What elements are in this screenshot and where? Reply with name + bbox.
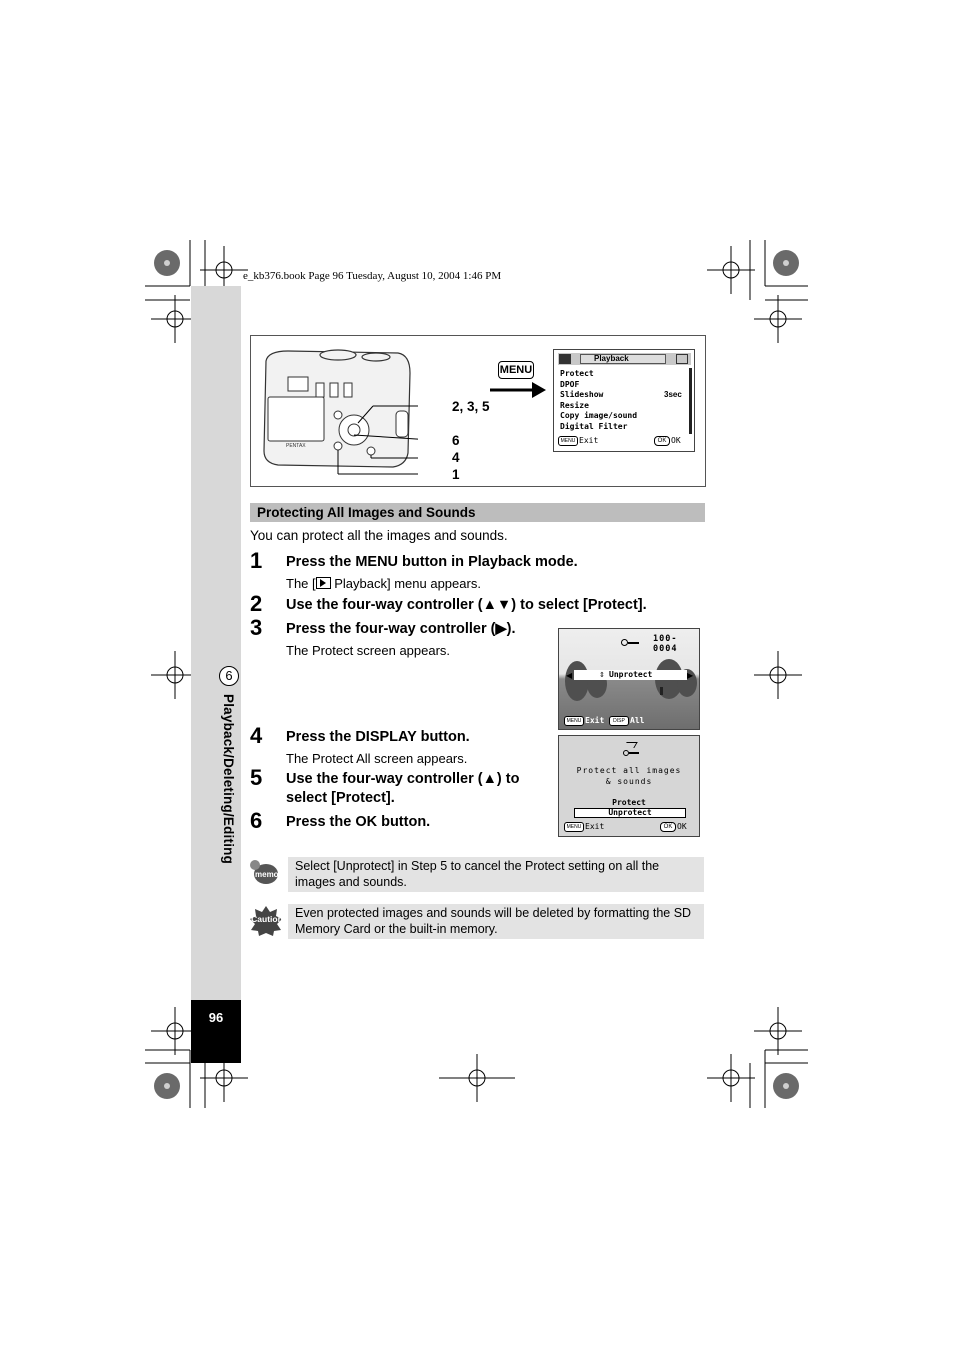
step-1-text: Press the MENU button in Playback mode. — [286, 554, 578, 570]
step-6-text: Press the OK button. — [286, 814, 431, 830]
callout-6: 6 — [452, 433, 460, 448]
menu-key-icon: MENU — [564, 822, 584, 832]
exit-label: Exit — [579, 436, 599, 445]
ok-key-icon: OK — [660, 822, 676, 832]
step-4-text: Press the DISPLAY button. — [286, 729, 470, 745]
step-5-text-line1: Use the four-way controller (▲) to — [286, 771, 520, 787]
caution-icon-label: Caution — [251, 914, 283, 924]
playback-tab: Playback — [594, 354, 629, 363]
menu-item-slideshow[interactable]: Slideshow — [560, 390, 604, 399]
step-5-text-line2: select [Protect]. — [286, 790, 395, 806]
intro-text: You can protect all the images and sounds. — [250, 528, 508, 543]
caution-note — [288, 904, 704, 939]
playback-menu-screen — [553, 349, 695, 452]
protect-screen — [558, 628, 700, 730]
callout-4: 4 — [452, 450, 460, 465]
page-number: 96 — [208, 1010, 224, 1025]
scrollbar — [689, 368, 692, 434]
slideshow-value: 3sec — [664, 390, 682, 399]
unprotect-option[interactable]: Unprotect — [574, 808, 686, 818]
menu-item-copy[interactable]: Copy image/sound — [560, 411, 638, 420]
file-number: 100-0004 — [653, 634, 678, 654]
step-3-text: Press the four-way controller (▶). — [286, 621, 516, 637]
step-5-number: 5 — [250, 765, 263, 790]
protect-option[interactable]: Protect — [612, 798, 646, 807]
ok-key-icon: OK — [654, 436, 670, 446]
menu-button-label: MENU — [498, 361, 534, 379]
callout-2-3-5: 2, 3, 5 — [452, 399, 490, 414]
protect-all-icon — [623, 742, 639, 756]
step-1-sub: The [ Playback] menu appears. — [286, 576, 481, 591]
memo-text-line1: Select [Unprotect] in Step 5 to cancel the Protect setting on all the — [295, 859, 660, 873]
right-arrow-icon[interactable]: ▶ — [687, 671, 694, 680]
all-label: All — [630, 716, 645, 725]
step-3-number: 3 — [250, 615, 263, 640]
step-2-text: Use the four-way controller (▲▼) to select [Protect]. — [286, 597, 647, 613]
memo-note — [288, 857, 704, 892]
caution-text-line1: Even protected images and sounds will be deleted by formatting the SD — [295, 906, 692, 920]
menu-key-icon: MENU — [564, 716, 584, 726]
callout-1: 1 — [452, 467, 460, 482]
step-4-sub: The Protect All screen appears. — [286, 751, 468, 766]
protect-all-line2: & sounds — [605, 777, 653, 786]
left-arrow-icon[interactable]: ◀ — [566, 671, 573, 680]
menu-item-resize[interactable]: Resize — [560, 400, 589, 410]
setup-tab-icon — [676, 354, 688, 364]
chapter-title: Playback/Deleting/Editing — [221, 694, 236, 865]
protect-all-screen — [558, 735, 700, 837]
step-3-sub: The Protect screen appears. — [286, 643, 451, 658]
section-title: Protecting All Images and Sounds — [257, 505, 476, 520]
memo-icon: memo — [250, 860, 280, 886]
menu-item-digital-filter[interactable]: Digital Filter — [560, 421, 628, 431]
ok-label: OK — [671, 436, 681, 445]
caution-text-line2: Memory Card or the built-in memory. — [295, 922, 498, 936]
camera-illustration — [258, 343, 418, 478]
disp-key-icon: DISP — [609, 716, 629, 726]
camera-tab-icon — [559, 354, 571, 364]
exit-label: Exit — [585, 716, 605, 725]
memo-text-line2: images and sounds. — [295, 875, 407, 889]
ok-label: OK — [677, 822, 687, 831]
step-2-number: 2 — [250, 591, 263, 616]
playback-icon — [316, 577, 331, 589]
print-header: e_kb376.book Page 96 Tuesday, August 10, 2004 1:46 PM — [243, 270, 502, 282]
menu-item-protect[interactable]: Protect — [560, 369, 594, 378]
menu-key-icon: MENU — [558, 436, 578, 446]
step-1-number: 1 — [250, 548, 263, 573]
menu-item-dpof[interactable]: DPOF — [560, 379, 580, 389]
chapter-number: 6 — [219, 666, 239, 686]
arrow-right-icon — [488, 380, 548, 400]
up-down-icon: ⇕ — [599, 672, 605, 679]
key-icon — [621, 639, 639, 645]
step-4-number: 4 — [250, 723, 263, 748]
exit-label: Exit — [585, 822, 605, 831]
protect-all-line1: Protect all images — [576, 766, 682, 775]
step-6-number: 6 — [250, 808, 263, 833]
camera-brand: PENTAX — [286, 443, 306, 449]
unprotect-option[interactable]: Unprotect — [609, 670, 653, 679]
